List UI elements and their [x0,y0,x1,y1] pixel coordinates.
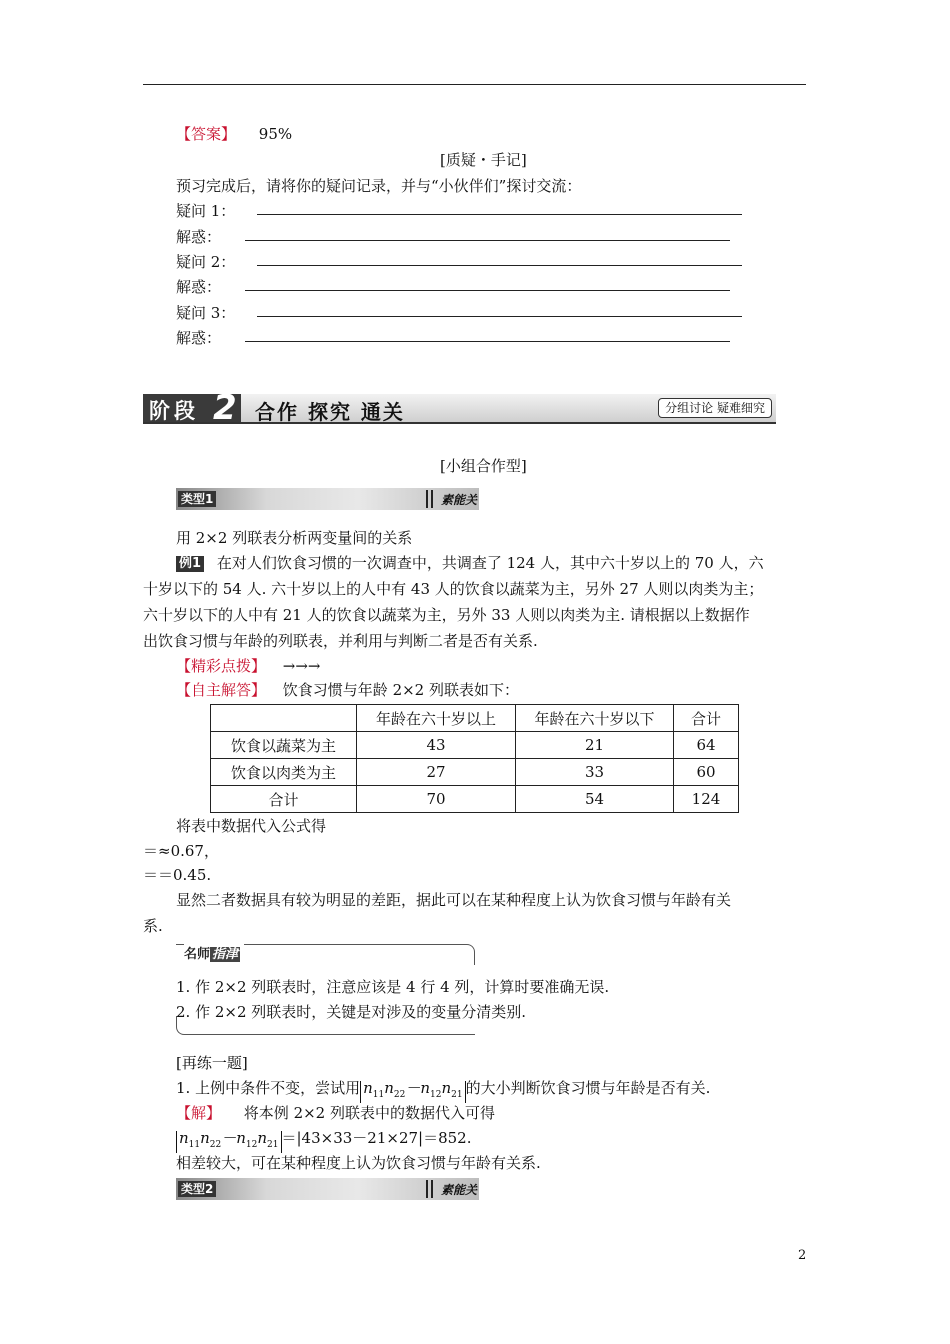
example-text-1: 在对人们饮食习惯的一次调查中，共调查了 124 人，其中六十岁以上的 70 人，六 [216,554,764,572]
example-line-1 [176,552,764,573]
notes-blank-1[interactable] [257,214,742,215]
top-rule [143,84,806,85]
table-cell: 33 [516,759,674,786]
teacher-tips-box [176,944,610,1036]
practice-solution-label: 【解】 [176,1104,222,1122]
stage-banner [143,388,776,428]
table-header-cell: 年龄在六十岁以下 [516,705,674,732]
abs-expression: $n_{11}n_{22}-n_{12}n_{21}$ [360,1081,466,1103]
formula-result-1: ＝≈0.67， [143,842,219,860]
notes-heading: [质疑・手记] [440,151,527,169]
type2-bar [176,1178,479,1200]
formula-result-2: ＝＝0.45. [143,866,212,884]
notes-blank-5[interactable] [257,316,742,317]
tips-footer-frame [176,1016,475,1035]
answer-value: 95% [258,125,293,143]
notes-blank-2[interactable] [245,240,730,241]
hint-line [176,655,321,676]
practice-solution-text: 将本例 2×2 列联表中的数据代入可得 [243,1104,495,1122]
abs-expression: $n_{11}n_{22}-n_{12}n_{21}$ [176,1131,282,1153]
formula-intro: 将表中数据代入公式得 [176,817,327,835]
example-line-3: 六十岁以下的人中有 21 人的饮食以蔬菜为主，另外 33 人则以肉类为主. 请根据以上数据作 [143,606,750,624]
stage-badge [143,388,241,428]
practice-solution [176,1102,495,1123]
conclusion-line-1: 显然二者数据具有较为明显的差距，据此可以在某种程度上认为饮食习惯与年龄有关 [176,891,732,909]
section-type-heading: [小组合作型] [440,457,527,475]
notes-intro: 预习完成后，请将你的疑问记录，并与“小伙伴们”探讨交流： [176,177,582,195]
example-line-2: 十岁以下的 54 人. 六十岁以上的人中有 43 人的饮食以蔬菜为主，另外 27 人则以肉类为主； [143,580,764,598]
stage-title: 合作 探究 通关 [255,400,405,424]
hint-arrows[interactable]: →→→ [282,657,321,675]
tips-item-1: 1. 作 2×2 列联表时，注意应该是 4 行 4 列，计算时要准确无误. [176,978,610,996]
type1-divider [426,490,433,508]
table-cell: 54 [516,786,674,813]
tips-header-frame [176,944,475,965]
table-cell: 64 [674,732,739,759]
contingency-table [210,704,739,813]
notes-blank-6[interactable] [245,341,730,342]
tips-item-2: 2. 作 2×2 列联表时，关键是对涉及的变量分清类别. [176,1003,527,1021]
table-header-cell: 合计 [674,705,739,732]
solution-line [176,679,519,700]
answer-label: 【答案】 [176,125,237,143]
example-line-4: 出饮食习惯与年龄的列联表，并利用与判断二者是否有关系. [143,632,538,650]
table-cell: 27 [357,759,516,786]
table-cell: 21 [516,732,674,759]
solution-label: 【自主解答】 [176,681,267,699]
tips-label: 名师 指津 [184,943,244,962]
table-cell: 合计 [211,786,357,813]
type2-tag: 素能关 [440,1183,477,1197]
type1-tag: 素能关 [440,493,477,507]
table-cell: 饮食以肉类为主 [211,759,357,786]
table-cell: 70 [357,786,516,813]
example-badge: 例1 [176,556,204,572]
notes-row-answer-1: 解惑： [176,228,222,246]
notes-row-question-1: 疑问 1： [176,202,236,220]
table-cell: 43 [357,732,516,759]
type1-bar [176,488,479,510]
type2-divider [426,1180,433,1198]
tips-label-tag: 指津 [212,947,239,962]
table-row [211,732,739,759]
practice-heading: [再练一题] [176,1054,248,1072]
notes-row-answer-3: 解惑： [176,329,222,347]
practice-conclusion: 相差较大，可在某种程度上认为饮食习惯与年龄有关系. [176,1154,541,1172]
notes-row-question-3: 疑问 3： [176,304,236,322]
notes-blank-4[interactable] [245,290,730,291]
table-cell: 60 [674,759,739,786]
hint-label: 【精彩点拨】 [176,657,267,675]
type1-label: 类型1 [178,491,216,507]
answer-line [176,123,292,144]
stage-label: 阶段 [149,399,199,423]
practice-calc: $n_{11}n_{22}-n_{12}n_{21} =|43\times 33-21\times 27|=852$. [176,1127,472,1153]
table-cell: 饮食以蔬菜为主 [211,732,357,759]
type2-label: 类型2 [178,1181,216,1197]
table-header-cell: 年龄在六十岁以上 [357,705,516,732]
table-row [211,786,739,813]
type1-title: 用 2×2 列联表分析两变量间的关系 [176,529,413,547]
notes-blank-3[interactable] [257,265,742,266]
practice-question: 1. 上例中条件不变，尝试用 $n_{11}n_{22}-n_{12}n_{21}$ 的大小判断饮食习惯与年龄是否有关. [176,1077,710,1103]
table-header-row [211,705,739,732]
table-cell: 124 [674,786,739,813]
table-header-cell [211,705,357,732]
table-row [211,759,739,786]
solution-text: 饮食习惯与年龄 2×2 列联表如下： [282,681,519,699]
notes-row-answer-2: 解惑： [176,278,222,296]
stage-tag: 分组讨论 疑难细究 [658,398,772,418]
conclusion-line-2: 系. [143,917,163,935]
stage-number: 2 [213,388,237,428]
notes-row-question-2: 疑问 2： [176,253,236,271]
page-number: 2 [798,1248,807,1263]
